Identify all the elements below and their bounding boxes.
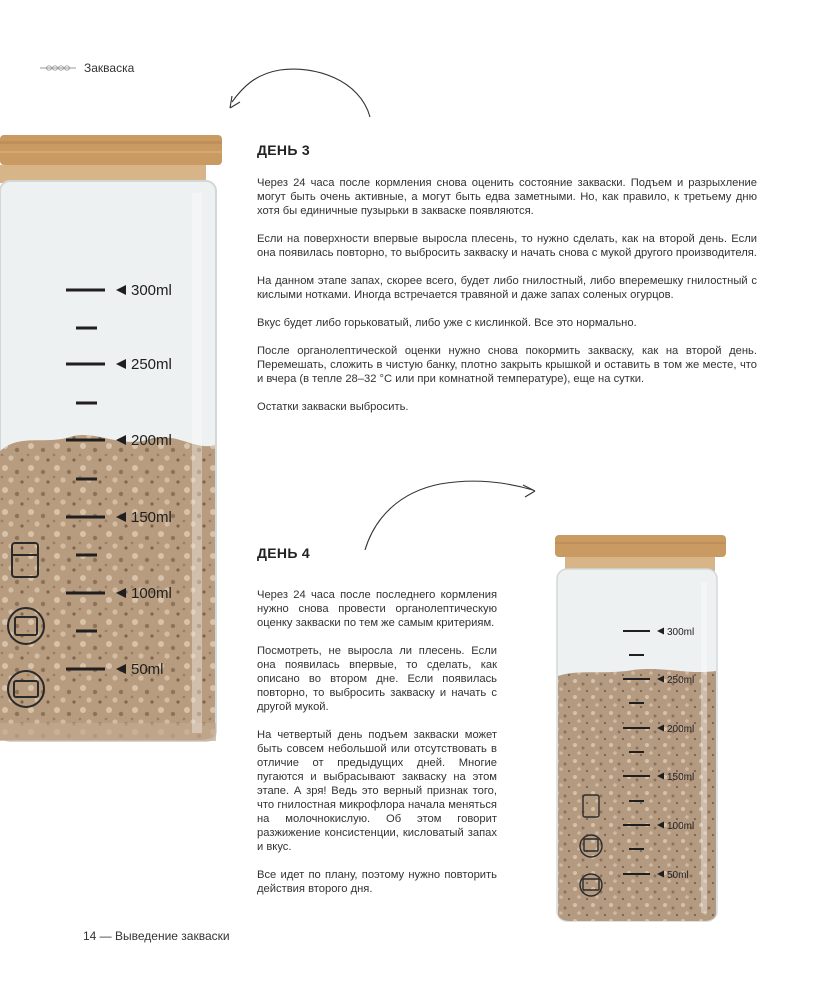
jar-mark-label: 150ml (131, 509, 172, 526)
jar-mark-label: 250ml (131, 356, 172, 373)
day-4-text (257, 588, 497, 910)
curved-arrow-icon (355, 472, 545, 552)
jar-mark-label: 300ml (131, 282, 172, 299)
jar-mark-label: 150ml (667, 772, 695, 783)
paragraph: Все идет по плану, поэтому нужно повторить действия второго дня. (257, 869, 497, 895)
starter-jar-photo-small (553, 533, 728, 925)
jar-mark-label: 200ml (667, 724, 695, 735)
paragraph: Через 24 часа после последнего кормления нужно снова провести органолептическую оценку закваски по тем же самым критериям. (257, 589, 497, 629)
paragraph: Если на поверхности впервые выросла плесень, то нужно сделать, как на второй день. Если она появилась повторно, то выбросить закваску и начать снова с мукой другого производителя. (257, 233, 757, 259)
jar-mark-label: 50ml (131, 661, 164, 678)
paragraph: После органолептической оценки нужно снова покормить закваску, как на второй день. Перемешать, сложить в чистую банку, плотно закрыть крышкой и оставить в том же месте, что и вчера (в тепле 28–32 °С или при комнатной температуре), еще на сутки. (257, 345, 757, 385)
paragraph: Через 24 часа после кормления снова оценить состояние закваски. Подъем и разрыхление могут быть очень активные, а могут быть едва заметными. Но, как правило, к третьему дню хотя бы единичные пузырьки в закваске появляются. (257, 177, 757, 217)
day-4-heading: ДЕНЬ 4 (257, 545, 310, 561)
jar-mark-label: 300ml (667, 627, 695, 638)
jar-mark-label: 100ml (667, 821, 695, 832)
paragraph: Остатки закваски выбросить. (257, 401, 409, 413)
jar-mark-label: 250ml (667, 675, 695, 686)
day-3-heading: ДЕНЬ 3 (257, 142, 310, 158)
paragraph: На данном этапе запах, скорее всего, будет либо гнилостный, либо вперемешку гнилостный с кислыми нотками. Иногда встречается травяной и даже запах соленых огурцов. (257, 275, 757, 301)
curved-arrow-icon (220, 60, 380, 120)
wheat-icon (38, 62, 78, 74)
day-3-text (257, 176, 757, 428)
jar-mark-label: 200ml (131, 432, 172, 449)
section-title: Закваска (84, 61, 135, 75)
jar-mark-label: 50ml (667, 870, 689, 881)
paragraph: Вкус будет либо горьковатый, либо уже с кислинкой. Все это нормально. (257, 317, 637, 329)
page-footer: 14 — Выведение закваски (83, 929, 230, 943)
starter-jar-photo-large (0, 133, 225, 748)
jar-mark-label: 100ml (131, 585, 172, 602)
paragraph: Посмотреть, не выросла ли плесень. Если она появилась впервые, то сделать, как описано во втором дне. Если появилась повторно, то выбросить закваску и начать с другой мукой. (257, 645, 497, 713)
paragraph: На четвертый день подъем закваски может быть совсем небольшой или отсутствовать в отличие от предыдущих дней. Многие пугаются и выбрасывают закваску на этом этапе. А зря! Ведь это верный признак того, что гнилостная микрофлора начала меняться на молочнокислую. Об этом говорит разжижение консистенции, кисловатый запах и вкус. (257, 729, 497, 853)
